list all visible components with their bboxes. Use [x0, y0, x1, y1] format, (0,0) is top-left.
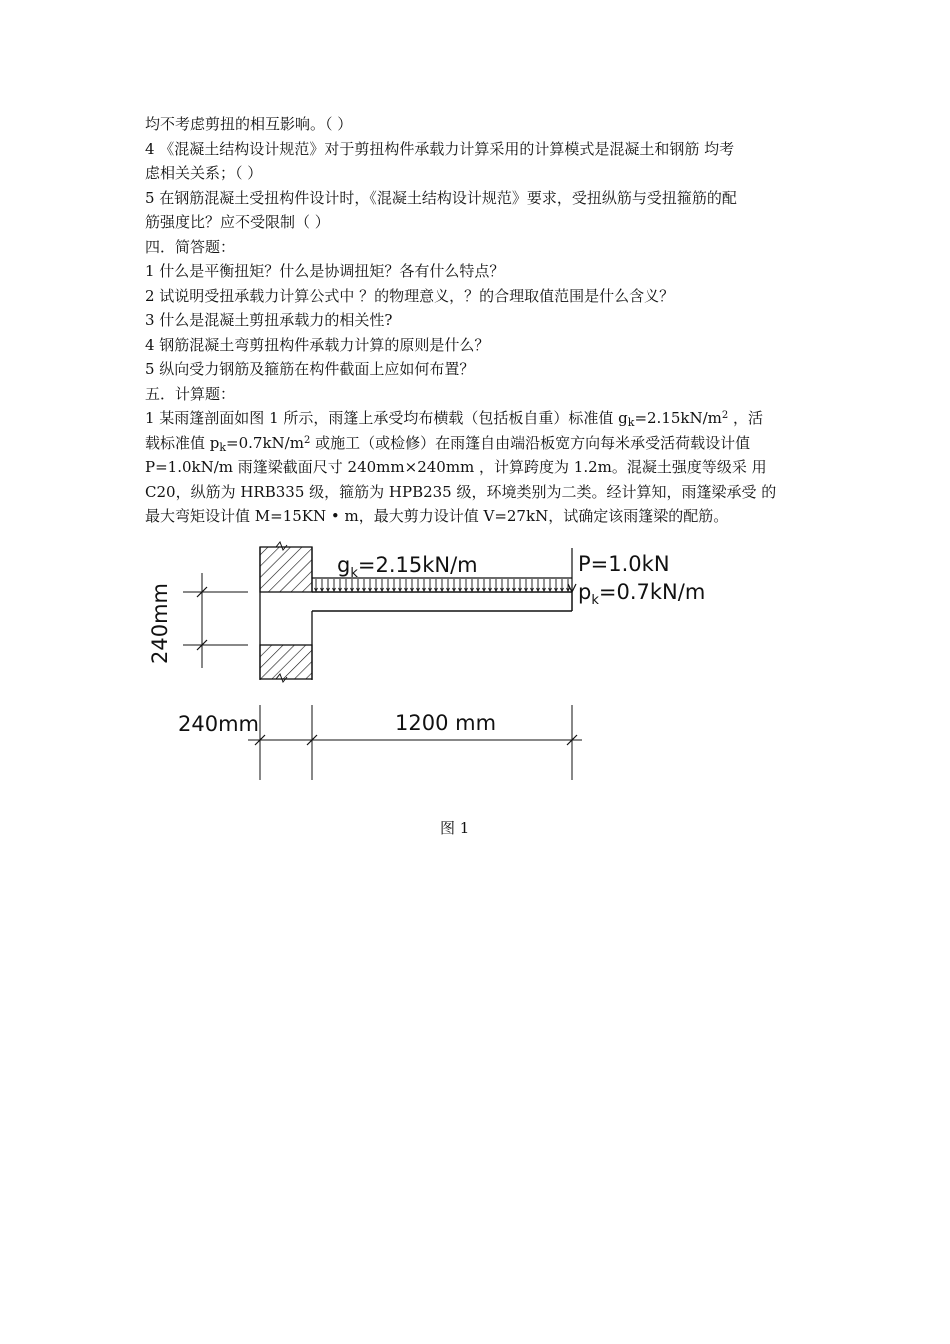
question-item: 4 钢筋混凝土弯剪扭构件承载力计算的原则是什么？ — [145, 335, 490, 354]
question-item: 1 什么是平衡扭矩？什么是协调扭矩？各有什么特点？ — [145, 262, 505, 280]
span-label: 1200 mm — [395, 711, 497, 735]
beam-width-label: 240mm — [178, 712, 259, 736]
problem-line: 最大弯矩设计值 M=15KN • m，最大剪力设计值 V=27kN，试确定该雨篷梁的配筋。 — [145, 507, 729, 525]
text-span: =2.15kN/m — [634, 409, 722, 427]
problem-line: P=1.0kN/m 雨篷梁截面尺寸 240mm×240mm ，计算跨度为 1.2m。混凝土强度等级采 用 — [145, 458, 767, 476]
problem-line: C20，纵筋为 HRB335 级，箍筋为 HPB235 级，环境类别为二类。经计算知，雨篷梁承受 的 — [145, 482, 777, 501]
lower-wall-block — [260, 645, 312, 679]
section-heading: 四．简答题： — [145, 237, 236, 256]
text-line: 4 《混凝土结构设计规范》对于剪扭构件承载力计算采用的计算模式是混凝土和钢筋 均考 — [145, 139, 735, 158]
section-heading: 五．计算题： — [145, 384, 236, 403]
superscript: 2 — [721, 410, 729, 421]
figure-caption: 图 1 — [440, 819, 470, 837]
text-line: 虑相关关系；（ ） — [145, 164, 263, 182]
point-load-label: P=1.0kN — [578, 552, 670, 576]
pk-load-label: $p_k=0.7kN/m$ — [578, 580, 706, 608]
upper-wall-block — [260, 547, 312, 592]
text-line: 筋强度比？应不受限制（ ） — [145, 213, 330, 231]
text-span: 或施工（或检修）在雨篷自由端沿板宽方向每米承受活荷载设计值 — [310, 433, 751, 452]
subscript: k — [627, 416, 635, 429]
superscript: 2 — [303, 434, 311, 446]
text-span: 载标准值 p — [145, 433, 220, 452]
gk-load-label: $g_k=2.15kN/m$ — [337, 553, 478, 581]
subscript: k — [219, 440, 227, 454]
text-span: 1 某雨篷剖面如图 1 所示，雨篷上承受均布横载（包括板自重）标准值 g — [145, 409, 628, 427]
text-line: 均不考虑剪扭的相互影响。（ ） — [145, 115, 353, 133]
beam-height-label: 240mm — [148, 583, 172, 664]
text-line: 5 在钢筋混凝土受扭构件设计时，《混凝土结构设计规范》要求，受扭纵筋与受扭箍筋的配 — [145, 188, 737, 207]
question-item: 5 纵向受力钢筋及箍筋在构件截面上应如何布置？ — [145, 360, 475, 378]
question-item: 2 试说明受扭承载力计算公式中 ？的物理意义，？的合理取值范围是什么含义？ — [145, 286, 675, 305]
text-span: ，活 — [728, 409, 764, 427]
question-item: 3 什么是混凝土剪扭承载力的相关性? — [145, 311, 393, 329]
text-span: =0.7kN/m — [226, 433, 304, 452]
